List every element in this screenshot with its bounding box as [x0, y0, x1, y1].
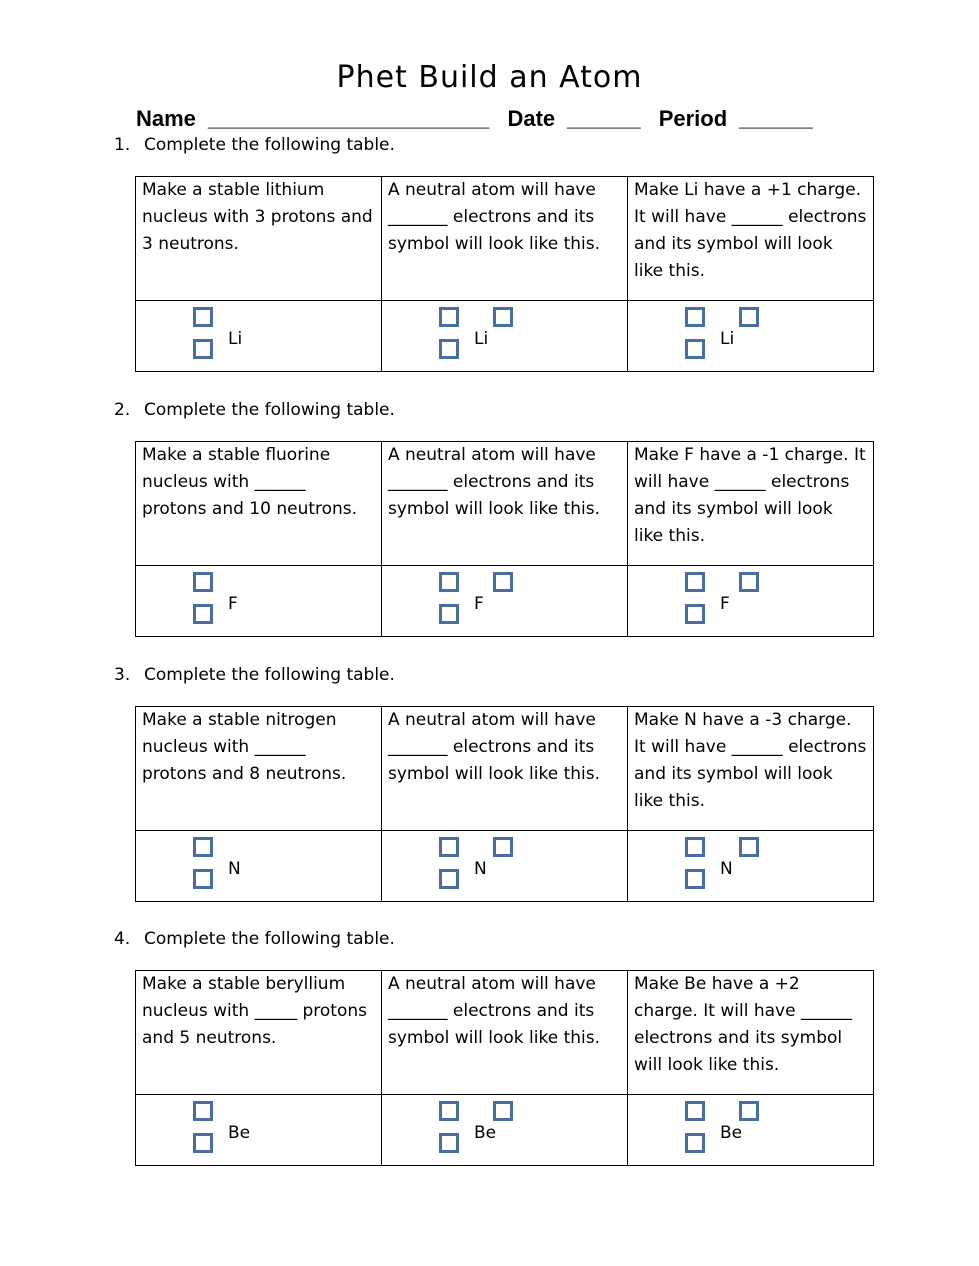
date-label: Date — [507, 106, 556, 131]
mass-number-box[interactable] — [193, 1101, 213, 1121]
charge-box[interactable] — [493, 307, 513, 327]
ion-instruction: Make N have a -3 charge. It will have ______ electrons and its symbol will look like this. — [628, 707, 874, 831]
name-label: Name — [136, 106, 196, 131]
question-number: 1. — [114, 135, 131, 155]
atom-table-1 — [135, 176, 874, 372]
element-symbol: F — [474, 594, 484, 614]
atomic-number-box[interactable] — [439, 339, 459, 359]
question-2 — [114, 400, 395, 420]
ion-instruction: Make Li have a +1 charge. It will have ______ electrons and its symbol will look like this. — [628, 177, 874, 301]
charge-box[interactable] — [739, 572, 759, 592]
ion-instruction: Make Be have a +2 charge. It will have ______ electrons and its symbol will look like this. — [628, 971, 874, 1095]
ion-symbol-cell — [628, 831, 874, 902]
element-symbol: F — [720, 594, 730, 614]
period-label: Period — [658, 106, 728, 131]
neutral-symbol-cell — [382, 566, 628, 637]
charge-box[interactable] — [493, 837, 513, 857]
question-number: 3. — [114, 665, 131, 685]
mass-number-box[interactable] — [193, 572, 213, 592]
mass-number-box[interactable] — [685, 307, 705, 327]
question-3 — [114, 665, 395, 685]
name-field[interactable]: _______________________ — [207, 106, 490, 131]
atomic-number-box[interactable] — [685, 604, 705, 624]
ion-symbol-cell — [628, 301, 874, 372]
element-symbol: Be — [474, 1123, 497, 1143]
nucleus-instruction: Make a stable fluorine nucleus with ______ protons and 10 neutrons. — [136, 442, 382, 566]
atomic-number-box[interactable] — [193, 339, 213, 359]
neutral-atom-instruction: A neutral atom will have _______ electrons and its symbol will look like this. — [382, 971, 628, 1095]
charge-box[interactable] — [739, 1101, 759, 1121]
charge-box[interactable] — [493, 572, 513, 592]
atomic-number-box[interactable] — [685, 1133, 705, 1153]
element-symbol: Li — [474, 329, 489, 349]
charge-box[interactable] — [739, 837, 759, 857]
ion-instruction: Make F have a -1 charge. It will have ______ electrons and its symbol will look like this. — [628, 442, 874, 566]
atomic-number-box[interactable] — [193, 604, 213, 624]
mass-number-box[interactable] — [439, 572, 459, 592]
neutral-atom-instruction: A neutral atom will have _______ electrons and its symbol will look like this. — [382, 442, 628, 566]
mass-number-box[interactable] — [685, 1101, 705, 1121]
question-prompt: Complete the following table. — [144, 400, 395, 420]
element-symbol: Be — [720, 1123, 743, 1143]
neutral-atom-instruction: A neutral atom will have _______ electrons and its symbol will look like this. — [382, 177, 628, 301]
atom-table-3 — [135, 706, 874, 902]
element-symbol: Be — [228, 1123, 251, 1143]
element-symbol: N — [228, 859, 241, 879]
nucleus-instruction: Make a stable nitrogen nucleus with ______ protons and 8 neutrons. — [136, 707, 382, 831]
atomic-number-box[interactable] — [439, 1133, 459, 1153]
mass-number-box[interactable] — [439, 837, 459, 857]
nucleus-instruction: Make a stable lithium nucleus with 3 protons and 3 neutrons. — [136, 177, 382, 301]
nucleus-instruction: Make a stable beryllium nucleus with _____ protons and 5 neutrons. — [136, 971, 382, 1095]
nucleus-symbol-cell — [136, 566, 382, 637]
nucleus-symbol-cell — [136, 301, 382, 372]
atomic-number-box[interactable] — [685, 869, 705, 889]
question-prompt: Complete the following table. — [144, 665, 395, 685]
atomic-number-box[interactable] — [439, 869, 459, 889]
neutral-atom-instruction: A neutral atom will have _______ electrons and its symbol will look like this. — [382, 707, 628, 831]
question-number: 4. — [114, 929, 131, 949]
charge-box[interactable] — [739, 307, 759, 327]
student-info-line — [136, 106, 825, 132]
question-prompt: Complete the following table. — [144, 929, 395, 949]
element-symbol: Li — [720, 329, 735, 349]
neutral-symbol-cell — [382, 301, 628, 372]
question-prompt: Complete the following table. — [144, 135, 395, 155]
atom-table-2 — [135, 441, 874, 637]
atom-table-4 — [135, 970, 874, 1166]
question-4 — [114, 929, 395, 949]
mass-number-box[interactable] — [193, 307, 213, 327]
page-title: Phet Build an Atom — [336, 60, 643, 95]
ion-symbol-cell — [628, 1095, 874, 1166]
mass-number-box[interactable] — [439, 1101, 459, 1121]
atomic-number-box[interactable] — [439, 604, 459, 624]
element-symbol: N — [474, 859, 487, 879]
neutral-symbol-cell — [382, 1095, 628, 1166]
atomic-number-box[interactable] — [193, 1133, 213, 1153]
mass-number-box[interactable] — [685, 837, 705, 857]
nucleus-symbol-cell — [136, 1095, 382, 1166]
question-number: 2. — [114, 400, 131, 420]
neutral-symbol-cell — [382, 831, 628, 902]
element-symbol: F — [228, 594, 238, 614]
question-1 — [114, 135, 395, 155]
mass-number-box[interactable] — [439, 307, 459, 327]
charge-box[interactable] — [493, 1101, 513, 1121]
element-symbol: N — [720, 859, 733, 879]
ion-symbol-cell — [628, 566, 874, 637]
date-field[interactable]: ______ — [567, 106, 641, 131]
atomic-number-box[interactable] — [193, 869, 213, 889]
atomic-number-box[interactable] — [685, 339, 705, 359]
mass-number-box[interactable] — [193, 837, 213, 857]
element-symbol: Li — [228, 329, 243, 349]
mass-number-box[interactable] — [685, 572, 705, 592]
period-field[interactable]: ______ — [739, 106, 813, 131]
nucleus-symbol-cell — [136, 831, 382, 902]
